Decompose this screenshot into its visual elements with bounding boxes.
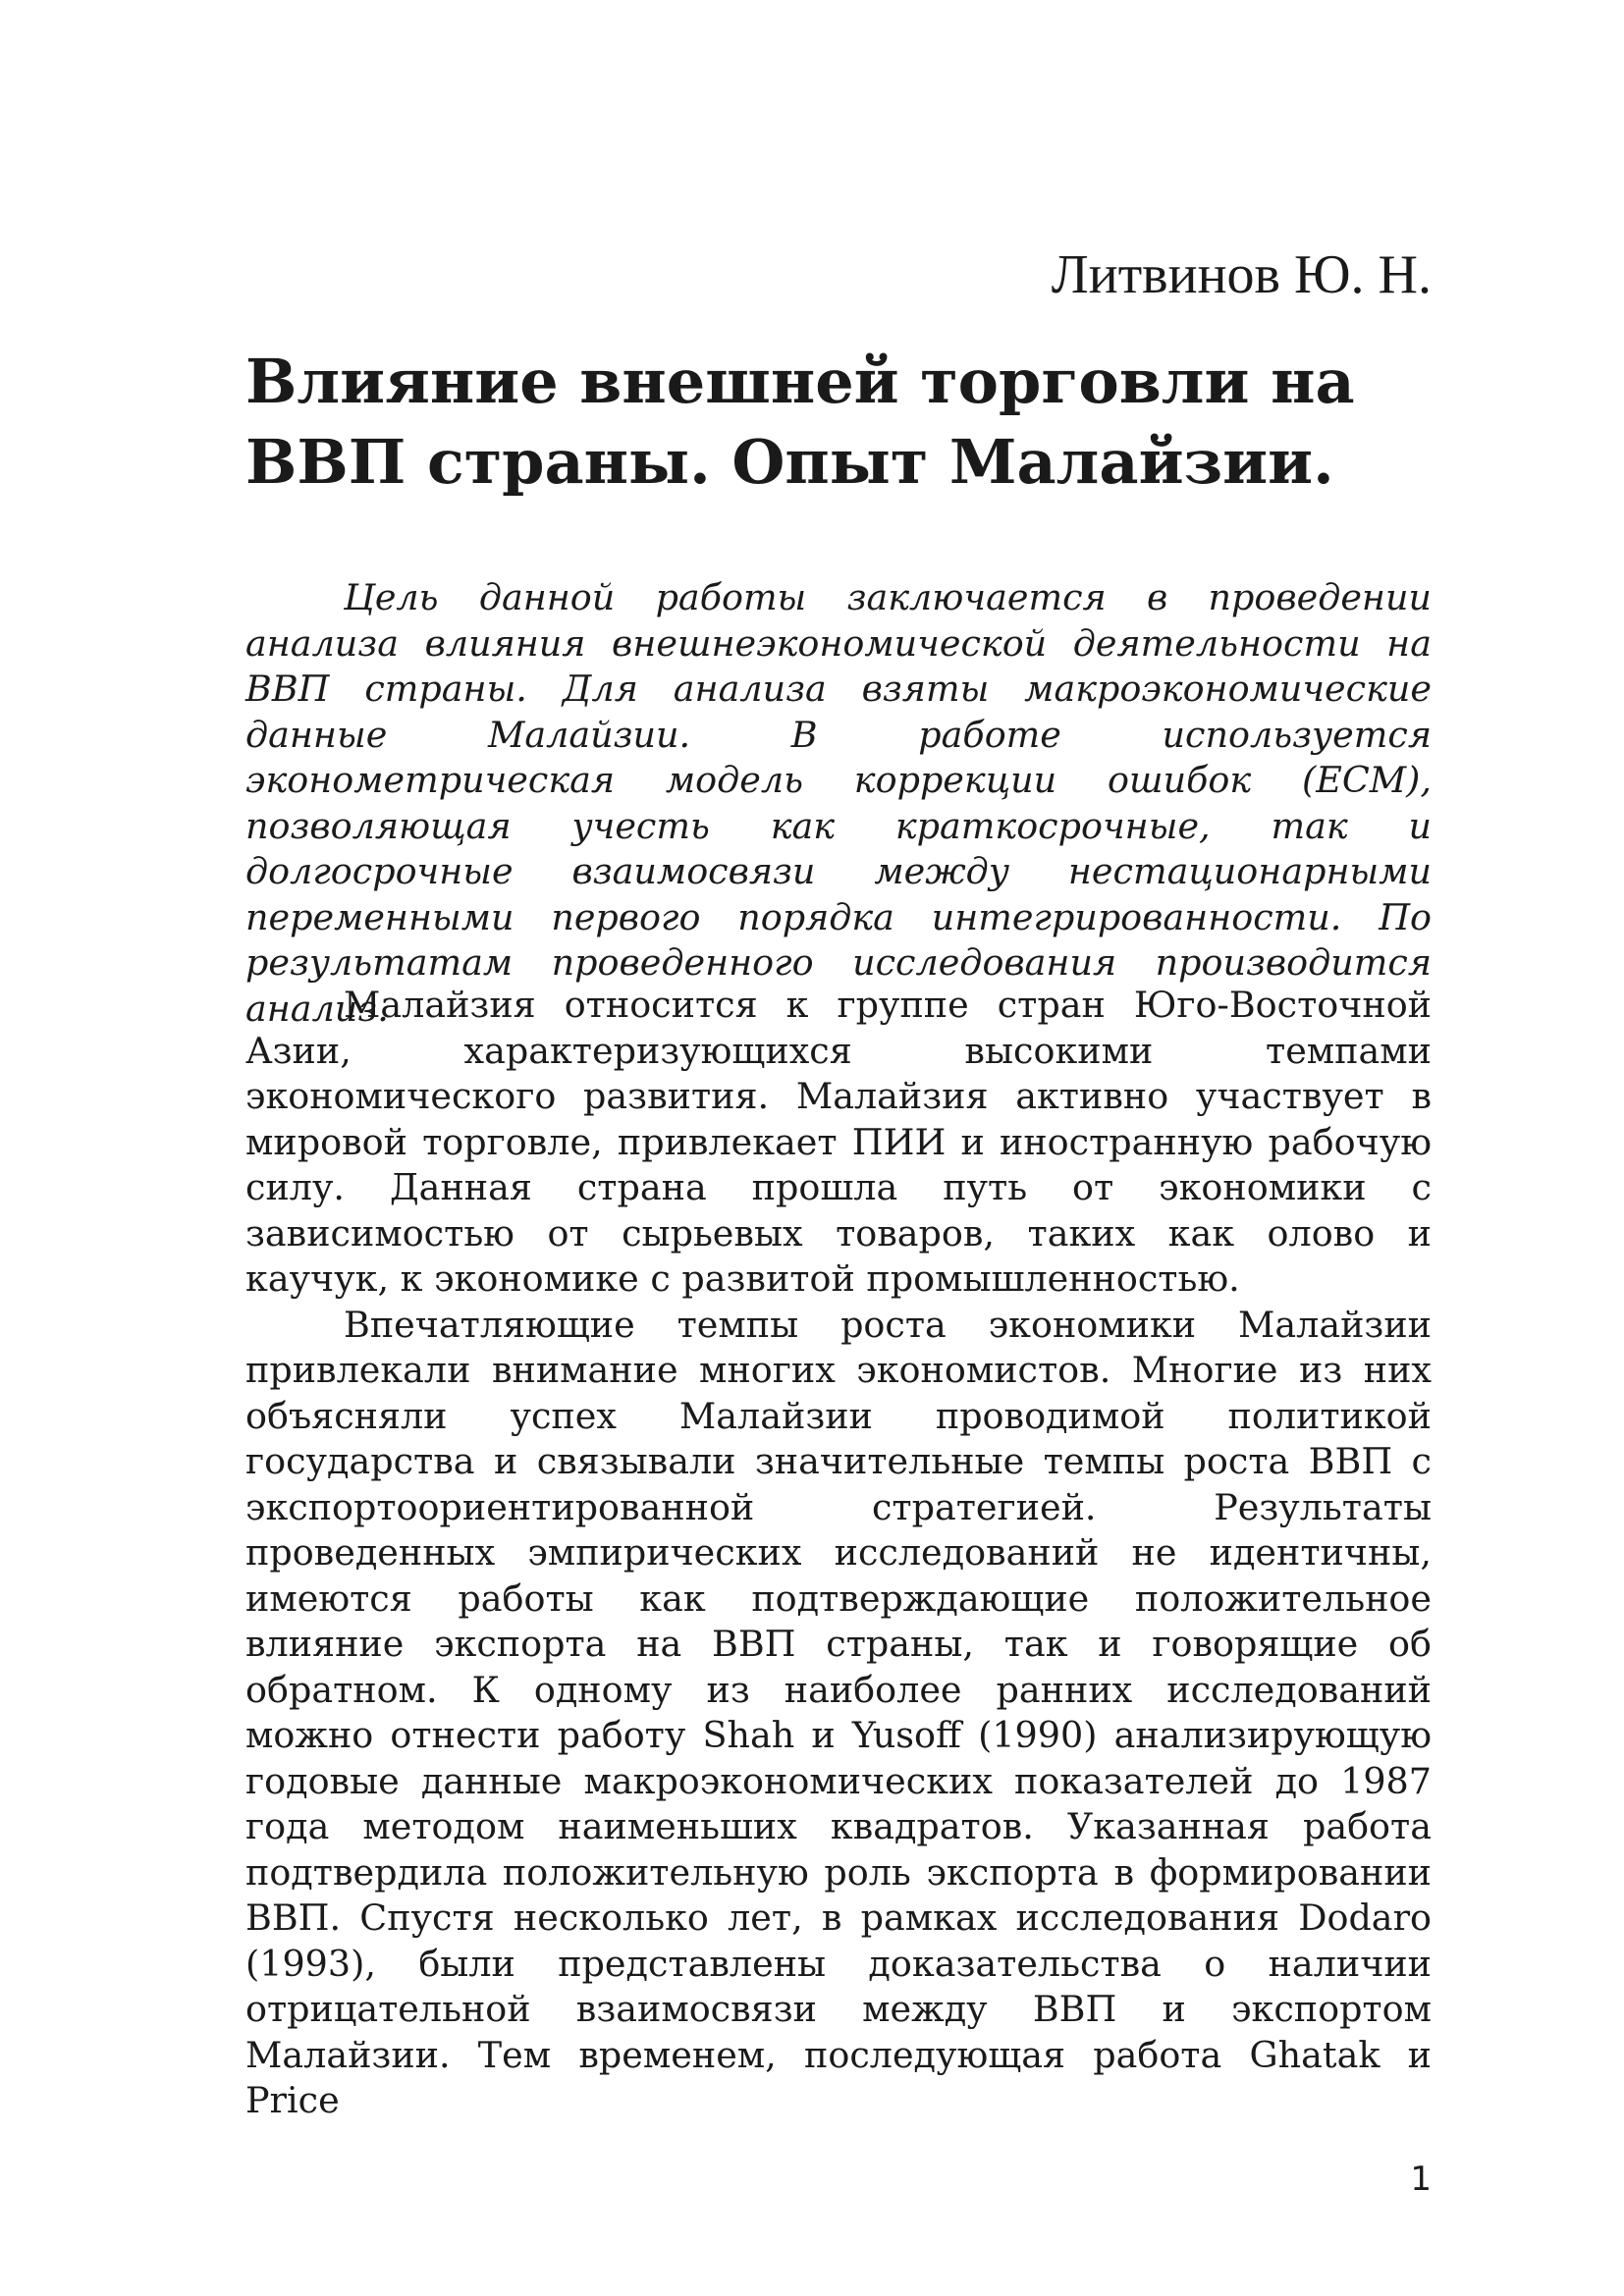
paragraph: Малайзия относится к группе стран Юго-Восточной Азии, характеризующихся высокими темпами экономического развития. Малайзия активно участвует в мировой торговле, привлекает ПИИ и иностранную рабочую силу. Данная страна прошла путь от экономики с зависимостью от сырьевых товаров, таких как олово и каучук, к экономике с развитой промышленностью. bbox=[245, 984, 1432, 1300]
page-number: 1 bbox=[1410, 2160, 1432, 2199]
article-title: Влияние внешней торговли на ВВП страны. Опыт Малайзии. bbox=[245, 346, 1355, 498]
abstract: Цель данной работы заключается в проведении анализа влияния внешнеэкономической деятельности на ВВП страны. Для анализа взяты макроэкономические данные Малайзии. В работе используется эконометрическая модель коррекции ошибок (ECM), позволяющая учесть как краткосрочные, так и долгосрочные взаимосвязи между нестационарными переменными первого порядка интегрированности. По результатам проведенного исследования производится анализ. bbox=[245, 576, 1432, 1030]
document-page bbox=[245, 0, 1432, 2296]
author-name: Литвинов Ю. Н. bbox=[1051, 244, 1432, 305]
body-text bbox=[245, 983, 1432, 2124]
paragraph: Впечатляющие темпы роста экономики Малайзии привлекали внимание многих экономистов. Многие из них объясняли успех Малайзии проводимой политикой государства и связывали значительные темпы роста ВВП с экспортоориентированной стратегией. Результаты проведенных эмпирических исследований не идентичны, имеются работы как подтверждающие положительное влияние экспорта на ВВП страны, так и говорящие об обратном. К одному из наиболее ранних исследований можно отнести работу Shah и Yusoff (1990) анализирующую годовые данные макроэкономических показателей до 1987 года методом наименьших квадратов. Указанная работа подтвердила положительную роль экспорта в формировании ВВП. Спустя несколько лет, в рамках исследования Dodaro (1993), были представлены доказательства о наличии отрицательной взаимосвязи между ВВП и экспортом Малайзии. Тем временем, последующая работа Ghatak и Price bbox=[245, 1303, 1432, 2121]
